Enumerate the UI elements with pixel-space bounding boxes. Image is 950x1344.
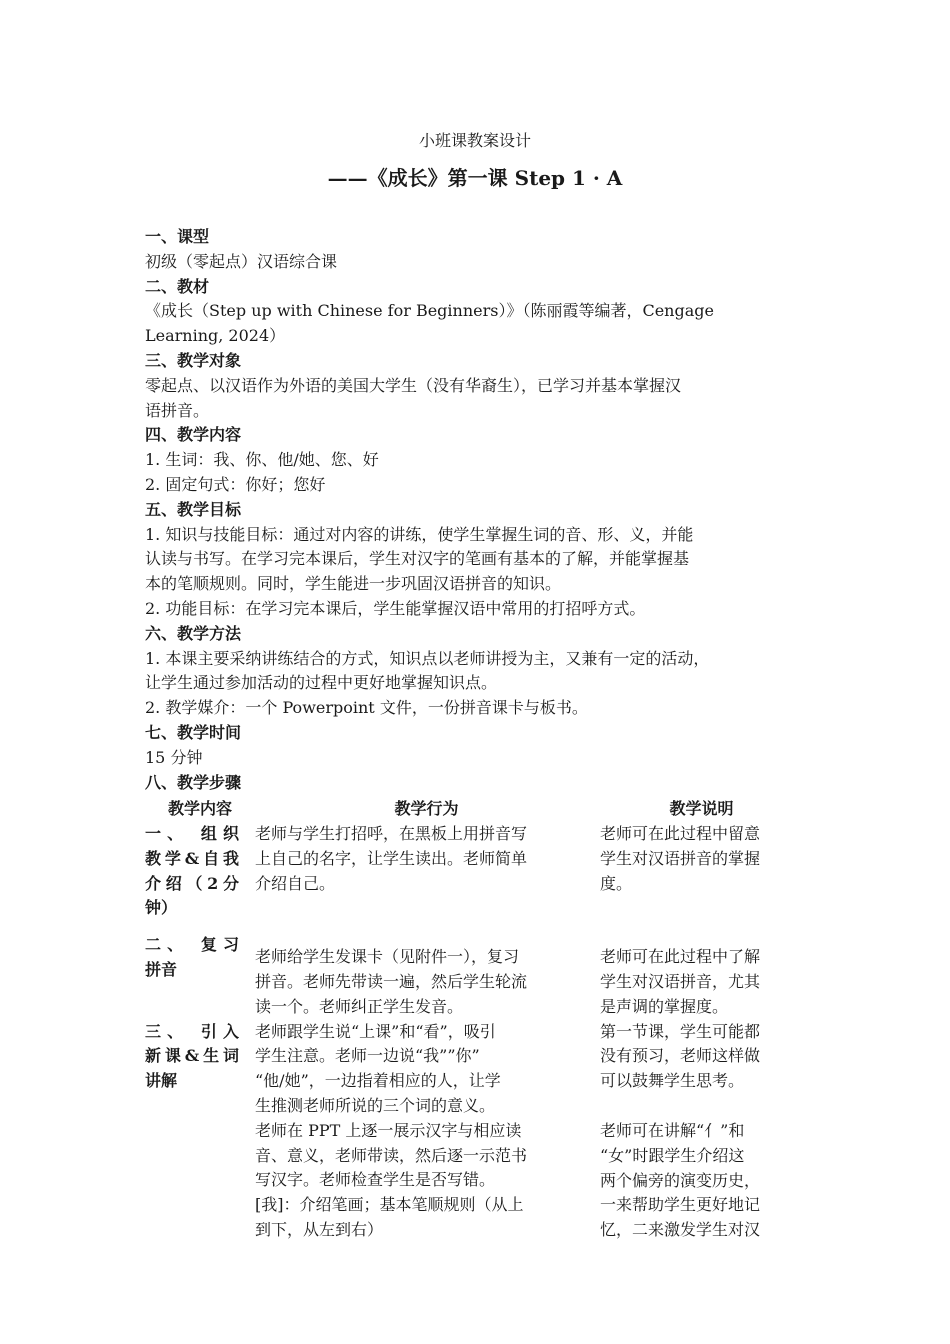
cell-line: 拼音	[145, 959, 178, 979]
cell-line: 老师在 PPT 上逐一展示汉字与相应读	[255, 1120, 522, 1140]
section-line: 1. 本课主要采纳讲练结合的方式，知识点以老师讲授为主，又兼有一定的活动，	[145, 648, 710, 668]
cell-line: 到下，从左到右）	[255, 1219, 384, 1239]
cell-line: 写汉字。老师检查学生是否写错。	[255, 1170, 496, 1190]
section-heading: 一、课型	[145, 227, 210, 246]
cell-line: 三、 引入	[145, 1021, 239, 1041]
cell-line: 介绍（2分	[145, 873, 239, 893]
table-header-row	[145, 797, 805, 822]
step-note-cell	[598, 822, 805, 921]
cell-line: 老师跟学生说“上课”和“看”，吸引	[255, 1021, 496, 1041]
column-header: 教学内容	[167, 799, 232, 819]
cell-line: 一、 组织	[145, 824, 239, 843]
cell-line: “他/她”，一边指着相应的人，让学	[255, 1071, 501, 1091]
column-header: 教学说明	[669, 799, 734, 819]
cell-line: 读一个。老师纠正学生发音。	[255, 996, 464, 1016]
table-row	[145, 921, 805, 1019]
cell-line: 二、 复习	[145, 935, 239, 955]
cell-line: 学生对汉语拼音，尤其	[600, 971, 761, 991]
document-subtitle: ——《成长》第一课 Step 1 · A	[327, 166, 623, 190]
section-line: 15 分钟	[145, 747, 203, 767]
section-heading: 八、教学步骤	[145, 772, 242, 792]
section-line: Learning, 2024）	[145, 326, 286, 346]
cell-spacer	[600, 1094, 805, 1119]
section-heading: 五、教学目标	[145, 499, 242, 519]
section-line: 让学生通过参加活动的过程中更好地掌握知识点。	[145, 673, 498, 693]
step-action-cell	[255, 822, 598, 921]
cell-line: 一来帮助学生更好地记	[600, 1195, 761, 1215]
cell-line: 音、意义，老师带读，然后逐一示范书	[255, 1145, 528, 1165]
section-heading: 七、教学时间	[145, 722, 242, 742]
cell-line: 钟）	[145, 898, 178, 918]
section-line: 2. 教学媒介：一个 Powerpoint 文件，一份拼音课卡与板书。	[145, 698, 588, 718]
column-header: 教学行为	[394, 799, 459, 819]
section-line: 1. 知识与技能目标：通过对内容的讲练，使学生掌握生词的音、形、义，并能	[145, 524, 694, 544]
table-row	[145, 1020, 805, 1243]
cell-line: 是声调的掌握度。	[600, 996, 729, 1016]
section-heading: 二、教材	[145, 276, 210, 296]
cell-line: 教学&自我	[145, 848, 239, 868]
section-line: 2. 功能目标：在学习完本课后，学生能掌握汉语中常用的打招呼方式。	[145, 598, 646, 618]
step-content-cell	[145, 1020, 255, 1243]
section-line: 2. 固定句式：你好；您好	[145, 474, 326, 494]
step-note-cell	[598, 921, 805, 1019]
step-action-cell	[255, 921, 598, 1019]
cell-line: 老师可在此过程中留意	[600, 824, 761, 843]
step-content-cell	[145, 822, 255, 921]
cell-line: 介绍自己。	[255, 873, 336, 893]
section-line: 本的笔顺规则。同时，学生能进一步巩固汉语拼音的知识。	[145, 574, 562, 594]
cell-line: 老师给学生发课卡（见附件一），复习	[255, 947, 520, 967]
teaching-steps-table	[145, 797, 805, 1243]
step-content-cell	[145, 921, 255, 1019]
step-note-cell	[598, 1020, 805, 1243]
step-action-cell	[255, 1020, 598, 1243]
cell-line: 生推测老师所说的三个词的意义。	[255, 1095, 496, 1115]
cell-line: [我]：介绍笔画；基本笔顺规则（从上	[255, 1195, 524, 1215]
section-line: 零起点、以汉语作为外语的美国大学生（没有华裔生），已学习并基本掌握汉	[145, 375, 682, 395]
cell-line: 老师可在此过程中了解	[600, 947, 761, 967]
section-heading: 三、教学对象	[145, 350, 242, 370]
section-heading: 四、教学内容	[145, 425, 242, 445]
table-row	[145, 822, 805, 921]
cell-line: 上自己的名字，让学生读出。老师简单	[255, 848, 528, 868]
cell-line: 老师与学生打招呼，在黑板上用拼音写	[255, 824, 528, 843]
cell-line: 可以鼓舞学生思考。	[600, 1071, 745, 1091]
section-line: 初级（零起点）汉语综合课	[145, 251, 338, 271]
section-line: 1. 生词：我、你、他/她、您、好	[145, 450, 379, 470]
cell-line: 学生注意。老师一边说“我””你”	[255, 1046, 480, 1066]
document-title: 小班课教案设计	[418, 131, 531, 150]
cell-line: 讲解	[145, 1071, 178, 1091]
cell-line: 第一节课，学生可能都	[600, 1021, 761, 1041]
cell-line: 老师可在讲解“亻”和	[600, 1120, 745, 1140]
section-heading: 六、教学方法	[145, 623, 242, 643]
section-line: 语拼音。	[145, 400, 210, 420]
cell-line: 没有预习，老师这样做	[600, 1046, 761, 1066]
cell-line: 忆，二来激发学生对汉	[600, 1220, 761, 1240]
cell-line: 两个偏旁的演变历史，	[600, 1170, 761, 1190]
cell-line: 拼音。老师先带读一遍，然后学生轮流	[255, 971, 528, 991]
document-body	[145, 225, 805, 795]
section-line: 认读与书写。在学习完本课后，学生对汉字的笔画有基本的了解，并能掌握基	[145, 549, 690, 569]
cell-line: 新课&生词	[145, 1046, 239, 1066]
section-line: 《成长（Step up with Chinese for Beginners）》（陈丽霞等编著，Cengage	[145, 301, 714, 321]
cell-line: “女”时跟学生介绍这	[600, 1145, 745, 1165]
cell-line: 学生对汉语拼音的掌握	[600, 848, 761, 868]
cell-line: 度。	[600, 873, 633, 893]
